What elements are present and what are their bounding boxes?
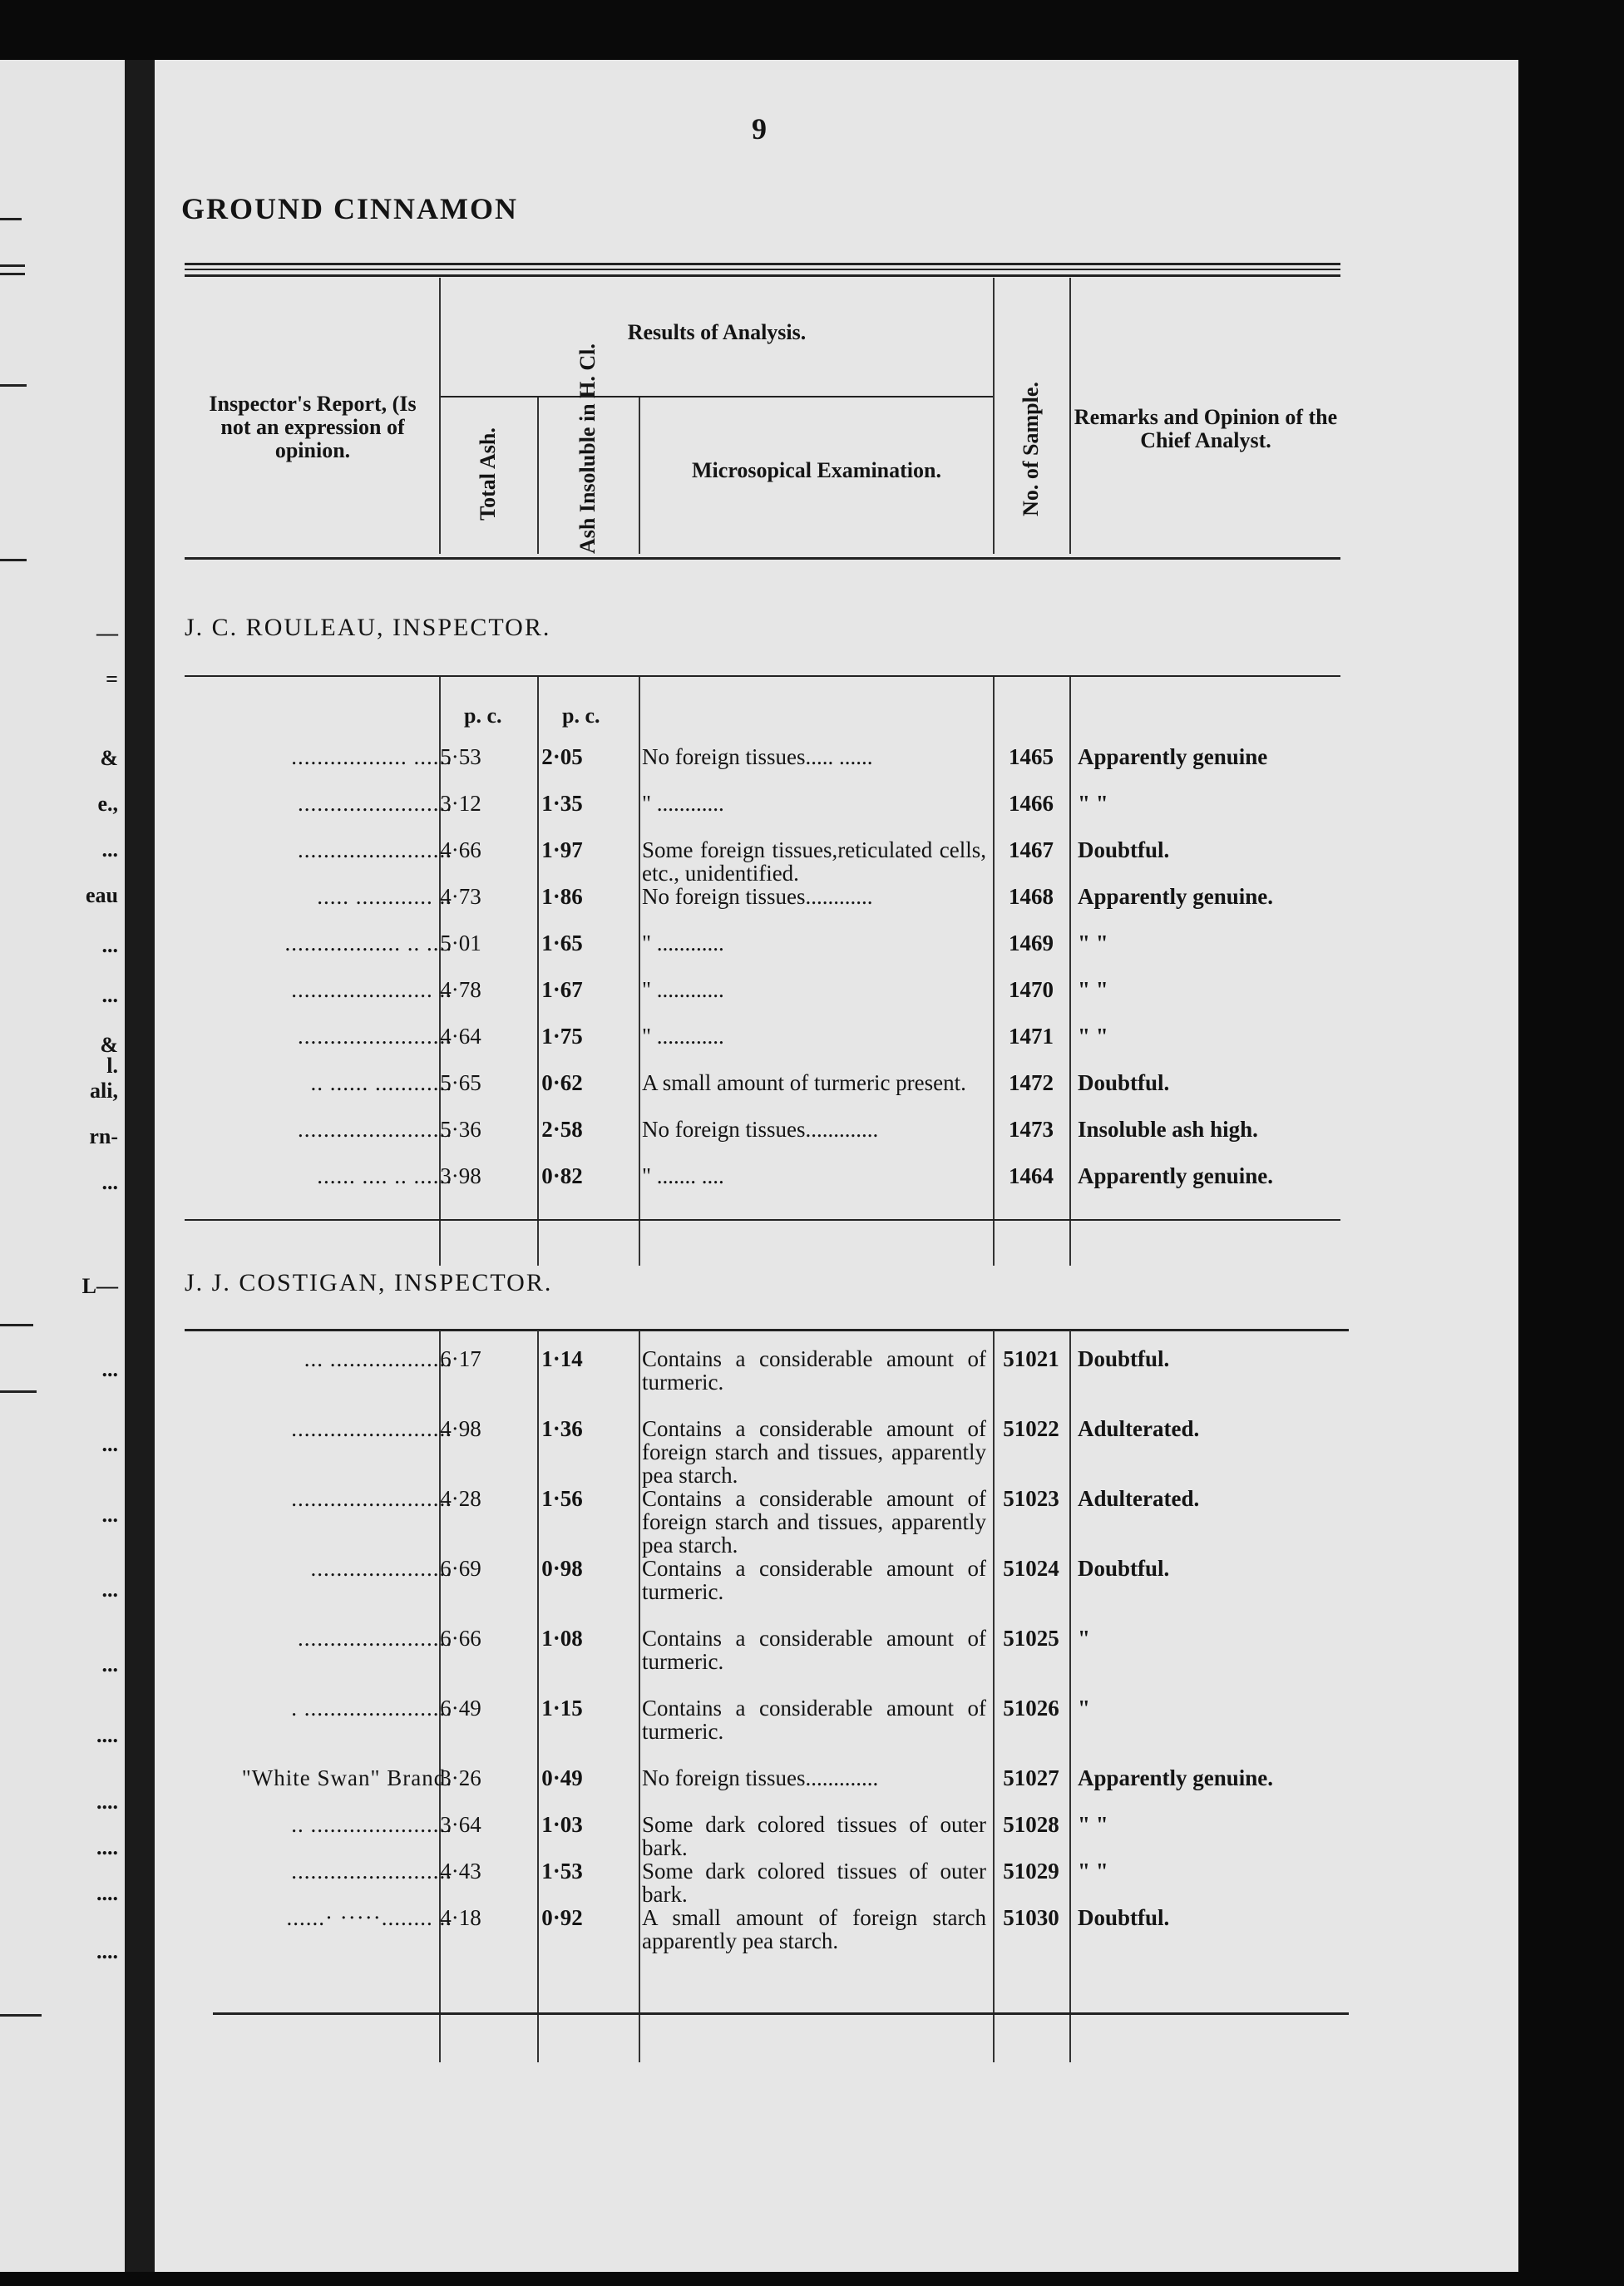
column-divider (439, 278, 441, 554)
results-subheader-rule (441, 396, 993, 397)
microscopical-cell: A small amount of foreign starch apparently pea starch. (642, 1905, 986, 1953)
page-title: GROUND CINNAMON (181, 192, 518, 225)
inspector-report-cell: ...................... .. (291, 977, 452, 1002)
left-fragment: ... (101, 933, 118, 957)
ash-insoluble-cell: 1·86 (541, 884, 583, 909)
inspector-report-cell: ........................ (298, 1024, 452, 1049)
total-ash-cell: 6·17 (440, 1346, 481, 1371)
left-rule (0, 559, 27, 561)
header-total-ash: Total Ash. (476, 427, 500, 521)
left-fragment: & (100, 1033, 118, 1057)
left-fragment: L— (81, 1274, 118, 1298)
left-fragment: & (100, 746, 118, 770)
inspector-report-cell: ......................... (291, 1416, 452, 1441)
microscopical-cell: Contains a considerable amount of turmeric. (642, 1556, 986, 1604)
remarks-cell: " " (1078, 1024, 1108, 1049)
table-row (155, 792, 1485, 838)
left-fragment: = (106, 667, 118, 691)
page-number: 9 (752, 112, 767, 146)
left-rule (0, 264, 25, 267)
ash-insoluble-cell: 1·97 (541, 837, 583, 862)
left-rule (0, 218, 22, 220)
microscopical-cell: No foreign tissues............. (642, 1765, 879, 1790)
total-ash-cell: 5·53 (440, 744, 481, 769)
ash-insoluble-cell: 0·62 (541, 1070, 583, 1095)
table-row (155, 885, 1485, 931)
microscopical-cell: " ............ (642, 1024, 724, 1049)
microscopical-cell: Contains a considerable amount of turmeric. (642, 1346, 986, 1395)
inspector-report-cell: ........................ (298, 1626, 452, 1651)
left-fragment: l. (106, 1054, 118, 1078)
sample-number-cell: 1470 (1009, 977, 1054, 1002)
left-fragment: ... (101, 1503, 118, 1527)
microscopical-cell: " ............ (642, 791, 724, 816)
sample-number-cell: 1466 (1009, 791, 1054, 816)
remarks-cell: " " (1078, 931, 1108, 955)
total-ash-cell: 4·66 (440, 837, 481, 862)
remarks-cell: Doubtful. (1078, 1556, 1170, 1581)
section-heading-costigan: J. J. COSTIGAN, INSPECTOR. (185, 1269, 553, 1296)
header-no-of-sample: No. of Sample. (1019, 382, 1043, 516)
table-row (155, 745, 1485, 792)
ash-insoluble-cell: 1·14 (541, 1346, 583, 1371)
book-spine (125, 60, 155, 2272)
ash-insoluble-cell: 0·49 (541, 1765, 583, 1790)
table-row (155, 1025, 1485, 1071)
sample-number-cell: 1472 (1009, 1070, 1054, 1095)
sample-number-cell: 1473 (1009, 1117, 1054, 1142)
remarks-cell: " " (1078, 1859, 1108, 1884)
microscopical-cell: Contains a considerable amount of foreign starch and tissues, apparently pea starch. (642, 1416, 986, 1488)
left-fragment: ... (101, 837, 118, 862)
inspector-report-cell: ......................... (291, 1486, 452, 1511)
sample-number-cell: 1468 (1009, 884, 1054, 909)
ash-insoluble-cell: 0·82 (541, 1163, 583, 1188)
table-row (155, 1696, 1485, 1743)
left-fragment: ... (101, 1652, 118, 1676)
header-rule (185, 269, 1340, 270)
left-rule (0, 273, 25, 275)
remarks-cell: Apparently genuine (1078, 744, 1268, 769)
left-fragment: .... (96, 1723, 118, 1747)
total-ash-cell: 3·26 (440, 1765, 481, 1790)
left-fragment: ... (101, 1357, 118, 1381)
inspector-report-cell: .. ...... ............ (310, 1070, 452, 1095)
microscopical-cell: " ....... .... (642, 1163, 724, 1188)
left-fragment: .... (96, 1835, 118, 1859)
sample-number-cell: 51025 (1003, 1626, 1059, 1651)
header-bottom-rule (185, 557, 1340, 560)
facing-page-edge (0, 60, 125, 2272)
remarks-cell: Apparently genuine. (1078, 884, 1274, 909)
table-row (155, 1071, 1485, 1118)
inspector-report-cell: ........................ (298, 837, 452, 862)
left-fragment: .... (96, 1939, 118, 1963)
ash-insoluble-cell: 1·65 (541, 931, 583, 955)
sample-number-cell: 51028 (1003, 1812, 1059, 1837)
table-row (155, 1906, 1485, 1953)
table-row (155, 1486, 1485, 1558)
remarks-cell: " (1078, 1696, 1090, 1721)
left-fragment: .... (96, 1881, 118, 1905)
remarks-cell: " " (1078, 1812, 1108, 1837)
microscopical-cell: A small amount of turmeric present. (642, 1070, 966, 1095)
section-heading-rouleau: J. C. ROULEAU, INSPECTOR. (185, 614, 551, 641)
inspector-report-cell: .. ...................... (291, 1812, 452, 1837)
microscopical-cell: No foreign tissues............. (642, 1117, 879, 1142)
inspector-report-cell: . ....................... (291, 1696, 452, 1721)
sample-number-cell: 51021 (1003, 1346, 1059, 1371)
header-microscopical-examination: Microsopical Examination. (692, 458, 941, 482)
ash-insoluble-cell: 0·92 (541, 1905, 583, 1930)
left-fragment: ... (101, 1432, 118, 1456)
inspector-report-cell: ......· ·····........ .. (286, 1905, 452, 1930)
microscopical-cell: No foreign tissues..... ...... (642, 744, 873, 769)
ash-insoluble-cell: 2·58 (541, 1117, 583, 1142)
ash-insoluble-cell: 1·67 (541, 977, 583, 1002)
document-page (155, 60, 1518, 2272)
table-row (155, 1347, 1485, 1394)
sample-number-cell: 1465 (1009, 744, 1054, 769)
header-remarks-opinion: Remarks and Opinion of the Chief Analyst. (1074, 405, 1338, 452)
inspector-report-cell: ...................... (310, 1556, 452, 1581)
microscopical-cell: " ............ (642, 977, 724, 1002)
section-rule (185, 675, 1340, 677)
table-row (155, 838, 1485, 885)
sample-number-cell: 1471 (1009, 1024, 1054, 1049)
sample-number-cell: 51023 (1003, 1486, 1059, 1511)
section-bottom-rule (185, 1219, 1340, 1221)
remarks-cell: " " (1078, 977, 1108, 1002)
total-ash-cell: 6·66 (440, 1626, 481, 1651)
left-rule (0, 1390, 37, 1393)
inspector-report-cell: .................. ...... (291, 744, 452, 769)
microscopical-cell: " ............ (642, 931, 724, 955)
total-ash-cell: 3·98 (440, 1163, 481, 1188)
ash-insoluble-cell: 1·03 (541, 1812, 583, 1837)
sample-number-cell: 51030 (1003, 1905, 1059, 1930)
table-row (155, 1859, 1485, 1906)
ash-insoluble-cell: 1·15 (541, 1696, 583, 1721)
inspector-report-cell: ........................ (298, 791, 452, 816)
total-ash-cell: 3·64 (440, 1812, 481, 1837)
ash-insoluble-cell: 1·08 (541, 1626, 583, 1651)
total-ash-cell: 4·18 (440, 1905, 481, 1930)
header-results-of-analysis: Results of Analysis. (627, 320, 807, 344)
header-inspector-report: Inspector's Report, (Is not an expression of opinion. (209, 392, 417, 462)
table-row (155, 1557, 1485, 1603)
microscopical-cell: Some foreign tissues,reticulated cells, etc., unidentified. (642, 837, 986, 886)
total-ash-cell: 6·49 (440, 1696, 481, 1721)
ash-insoluble-cell: 1·53 (541, 1859, 583, 1884)
inspector-report-cell: "White Swan" Brand. (241, 1765, 452, 1790)
total-ash-cell: 4·98 (440, 1416, 481, 1441)
remarks-cell: Doubtful. (1078, 837, 1170, 862)
remarks-cell: Insoluble ash high. (1078, 1117, 1258, 1142)
microscopical-cell: Some dark colored tissues of outer bark. (642, 1859, 986, 1907)
inspector-report-cell: ......................... (291, 1859, 452, 1884)
left-fragment: .... (96, 1790, 118, 1814)
left-fragment: rn- (89, 1124, 118, 1148)
microscopical-cell: Contains a considerable amount of foreign starch and tissues, apparently pea starch. (642, 1486, 986, 1558)
left-fragment: — (96, 621, 118, 645)
ash-insoluble-cell: 2·05 (541, 744, 583, 769)
table-row (155, 1416, 1485, 1488)
table-bottom-rule (213, 2012, 1349, 2015)
total-ash-cell: 4·28 (440, 1486, 481, 1511)
remarks-cell: Adulterated. (1078, 1486, 1200, 1511)
sample-number-cell: 1469 (1009, 931, 1054, 955)
left-fragment: ... (101, 1170, 118, 1194)
section-rule (185, 1329, 1349, 1331)
table-row (155, 1164, 1485, 1211)
total-ash-cell: 5·01 (440, 931, 481, 955)
sample-number-cell: 51022 (1003, 1416, 1059, 1441)
microscopical-cell: Contains a considerable amount of turmeric. (642, 1626, 986, 1674)
left-rule (0, 2014, 42, 2017)
ash-insoluble-cell: 1·75 (541, 1024, 583, 1049)
table-row (155, 1766, 1485, 1813)
sample-number-cell: 1467 (1009, 837, 1054, 862)
inspector-report-cell: .................. .. .... (284, 931, 452, 955)
inspector-report-cell: ...... .... .. ...... (317, 1163, 452, 1188)
total-ash-cell: 6·69 (440, 1556, 481, 1581)
sample-number-cell: 51026 (1003, 1696, 1059, 1721)
table-row (155, 1813, 1485, 1859)
microscopical-cell: Contains a considerable amount of turmeric. (642, 1696, 986, 1744)
total-ash-cell: 5·36 (440, 1117, 481, 1142)
left-rule (0, 1324, 33, 1326)
inspector-report-cell: ........................ (298, 1117, 452, 1142)
table-row (155, 931, 1485, 978)
total-ash-cell: 3·12 (440, 791, 481, 816)
left-fragment: ali, (90, 1079, 118, 1103)
header-ash-insoluble: Ash Insoluble in H. Cl. (575, 343, 600, 554)
left-fragment: eau (86, 883, 118, 907)
remarks-cell: Adulterated. (1078, 1416, 1200, 1441)
remarks-cell: " (1078, 1626, 1090, 1651)
microscopical-cell: Some dark colored tissues of outer bark. (642, 1812, 986, 1860)
column-divider (1069, 278, 1071, 554)
ash-insoluble-cell: 0·98 (541, 1556, 583, 1581)
microscopical-cell: No foreign tissues............ (642, 884, 873, 909)
sample-number-cell: 51027 (1003, 1765, 1059, 1790)
remarks-cell: Apparently genuine. (1078, 1765, 1274, 1790)
table-row (155, 1118, 1485, 1164)
total-ash-cell: 4·64 (440, 1024, 481, 1049)
sample-number-cell: 51024 (1003, 1556, 1059, 1581)
remarks-cell: " " (1078, 791, 1108, 816)
ash-insoluble-cell: 1·35 (541, 791, 583, 816)
ash-insoluble-cell: 1·36 (541, 1416, 583, 1441)
inspector-report-cell: ..... ............ .. (317, 884, 452, 909)
left-fragment: e., (97, 792, 118, 816)
left-rule (0, 384, 27, 387)
sample-number-cell: 51029 (1003, 1859, 1059, 1884)
table-row (155, 978, 1485, 1025)
header-rule (185, 263, 1340, 265)
total-ash-cell: 4·73 (440, 884, 481, 909)
ash-insoluble-cell: 1·56 (541, 1486, 583, 1511)
header-rule (185, 274, 1340, 277)
unit-total-ash: p. c. (464, 704, 502, 728)
inspector-report-cell: ... ................... (304, 1346, 452, 1371)
unit-ash-insoluble: p. c. (562, 704, 600, 728)
remarks-cell: Doubtful. (1078, 1070, 1170, 1095)
remarks-cell: Doubtful. (1078, 1346, 1170, 1371)
left-fragment: ... (101, 1577, 118, 1602)
total-ash-cell: 5·65 (440, 1070, 481, 1095)
column-divider (537, 397, 539, 554)
total-ash-cell: 4·43 (440, 1859, 481, 1884)
total-ash-cell: 4·78 (440, 977, 481, 1002)
table-row (155, 1627, 1485, 1673)
remarks-cell: Apparently genuine. (1078, 1163, 1274, 1188)
remarks-cell: Doubtful. (1078, 1905, 1170, 1930)
sample-number-cell: 1464 (1009, 1163, 1054, 1188)
left-fragment: ... (101, 983, 118, 1007)
column-divider (993, 278, 995, 554)
